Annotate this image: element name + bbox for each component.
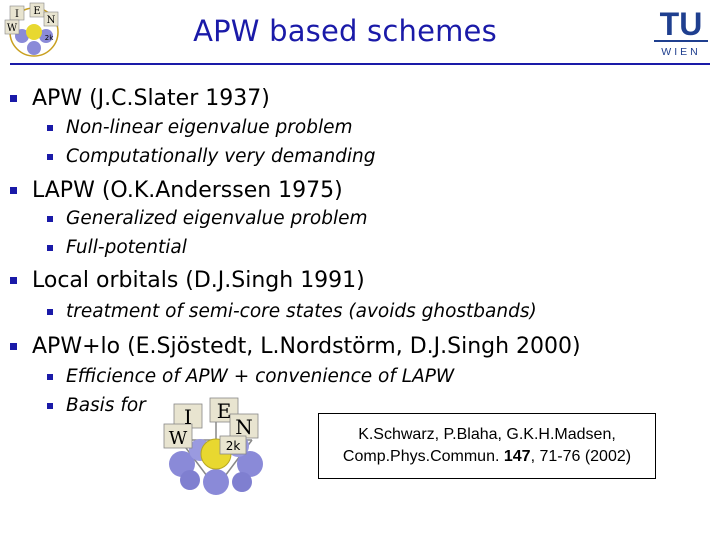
sub-bullet-generalized: Generalized eigenvalue problem	[66, 208, 368, 229]
big-logo-letter-w: W	[168, 428, 188, 449]
bullet-apw-lo: APW+lo (E.Sjöstedt, L.Nordstörm, D.J.Singh 2000)	[32, 334, 581, 359]
big-logo-letter-n: N	[235, 415, 253, 439]
reference-journal	[319, 446, 655, 468]
reference-journal-name: Comp.Phys.Commun.	[342, 448, 504, 465]
sub-bullet-demanding: Computationally very demanding	[66, 146, 376, 167]
bullet-local-orbitals: Local orbitals (D.J.Singh 1991)	[32, 268, 365, 293]
tu-logo-wien: WIEN	[661, 46, 701, 58]
sub-bullet-efficience: Efficience of APW + convenience of LAPW	[66, 366, 455, 387]
sub-bullet-semicore: treatment of semi-core states (avoids ghostbands)	[66, 301, 537, 322]
bullet-lapw: LAPW (O.K.Anderssen 1975)	[32, 178, 343, 203]
logo-letter-w: W	[6, 23, 18, 34]
logo-letter-n: N	[46, 15, 56, 26]
reference-pages-year: , 71-76 (2002)	[530, 448, 632, 465]
sub-bullet-full-potential: Full-potential	[66, 237, 187, 258]
tu-logo-text: TU	[659, 6, 703, 42]
reference-volume: 147	[503, 448, 531, 465]
big-logo-letter-i: I	[184, 405, 192, 429]
tu-wien-logo	[650, 4, 712, 58]
reference-box	[318, 413, 656, 479]
big-logo-label-2k: 2k	[225, 439, 241, 453]
logo-label-2k: 2k	[44, 34, 54, 42]
logo-letter-e: E	[33, 6, 41, 17]
sub-bullet-nonlinear: Non-linear eigenvalue problem	[66, 117, 353, 138]
title-rule	[10, 63, 710, 65]
logo-letter-i: I	[15, 9, 19, 20]
big-logo-letter-e: E	[216, 399, 232, 423]
sub-bullet-basis-for: Basis for	[66, 395, 146, 416]
reference-authors: K.Schwarz, P.Blaha, G.K.H.Madsen,	[358, 426, 616, 443]
wien2k-logo-large	[160, 392, 272, 496]
bullet-apw: APW (J.C.Slater 1937)	[32, 86, 270, 111]
slide-title: APW based schemes	[193, 14, 497, 48]
